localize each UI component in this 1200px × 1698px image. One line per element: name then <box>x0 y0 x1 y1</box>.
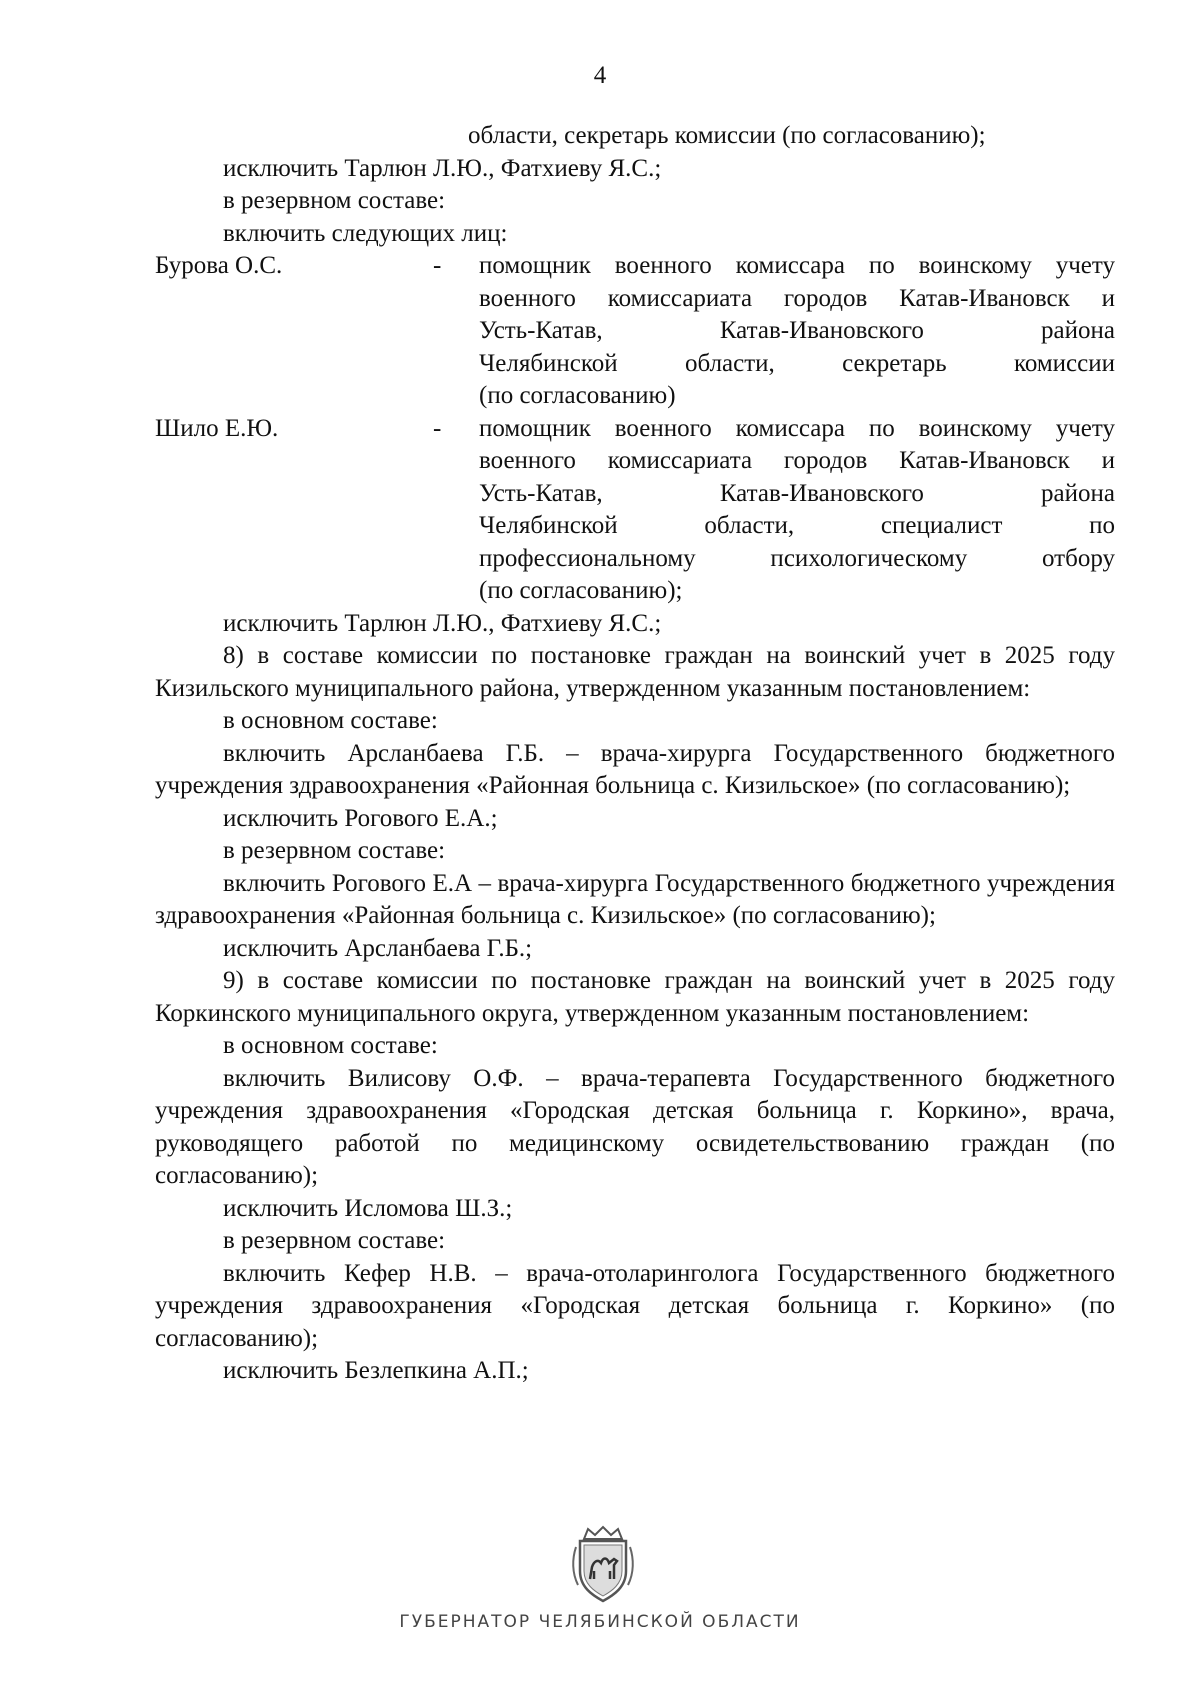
page-number: 4 <box>593 62 607 89</box>
description-line: Челябинской области, специалист по <box>479 512 1115 539</box>
person-description <box>479 413 1115 608</box>
paragraph: 9) в составе комиссии по постановке граждан на воинский учет в 2025 году Коркинского муниципального округа, утвержденном указанным постановлением: <box>155 967 1115 1027</box>
description-line: Усть-Катав, Катав-Ивановского района <box>479 317 1115 344</box>
paragraph: в основном составе: <box>223 707 438 734</box>
person-list <box>155 250 1115 608</box>
description-line: профессиональному психологическому отбору <box>479 544 1115 572</box>
paragraph: исключить Арсланбаева Г.Б.; <box>223 934 533 962</box>
document-body <box>155 120 1115 1388</box>
paragraph: исключить Исломова Ш.З.; <box>223 1194 513 1222</box>
intro-line-2: в резервном составе: <box>223 187 446 214</box>
paragraph: включить Арсланбаева Г.Б. – врача-хирурга Государственного бюджетного учреждения здравоохранения «Районная больница с. Кизильское» (по согласованию); <box>155 739 1115 799</box>
footer-title: ГУБЕРНАТОР ЧЕЛЯБИНСКОЙ ОБЛАСТИ <box>399 1612 801 1632</box>
description-line: Челябинской области, секретарь комиссии <box>479 349 1115 377</box>
description-line: помощник военного комиссара по воинскому учету <box>479 252 1115 279</box>
paragraph: 8) в составе комиссии по постановке граждан на воинский учет в 2025 году Кизильского муниципального района, утвержденном указанным постановлением: <box>155 642 1115 702</box>
description-line: (по согласованию); <box>479 577 683 604</box>
paragraph: в резервном составе: <box>223 1227 446 1254</box>
paragraph: исключить Безлепкина А.П.; <box>223 1357 529 1384</box>
person-entry-burova <box>155 250 1115 413</box>
person-dash: - <box>433 252 442 279</box>
intro-line-3: включить следующих лиц: <box>223 219 508 247</box>
person-entry-shilo <box>155 413 1115 608</box>
paragraph: включить Кефер Н.В. – врача-отоларинголога Государственного бюджетного учреждения здравоохранения «Городская детская больница г. Коркино» (по согласованию); <box>155 1259 1115 1352</box>
paragraph: включить Рогового Е.А – врача-хирурга Государственного бюджетного учреждения здравоохранения «Районная больница с. Кизильское» (по согласованию); <box>155 869 1115 929</box>
paragraph: в основном составе: <box>223 1032 438 1059</box>
paragraph: исключить Рогового Е.А.; <box>223 804 498 832</box>
description-line: (по согласованию) <box>479 382 676 409</box>
person-name: Шило Е.Ю. <box>155 414 279 442</box>
description-line: военного комиссариата городов Катав-Ивановск и <box>479 284 1115 312</box>
description-line: военного комиссариата городов Катав-Ивановск и <box>479 447 1115 474</box>
description-line: помощник военного комиссара по воинскому учету <box>479 414 1115 442</box>
description-line: Усть-Катав, Катав-Ивановского района <box>479 479 1115 507</box>
person-description <box>479 250 1115 413</box>
person-dash: - <box>433 414 442 442</box>
continuation-line: области, секретарь комиссии (по согласованию); <box>468 122 986 149</box>
paragraph: исключить Тарлюн Л.Ю., Фатхиеву Я.С.; <box>223 609 662 637</box>
intro-line-1: исключить Тарлюн Л.Ю., Фатхиеву Я.С.; <box>223 154 662 182</box>
person-name: Бурова О.С. <box>155 252 283 279</box>
paragraph: в резервном составе: <box>223 837 446 864</box>
coat-of-arms-icon <box>570 1525 636 1603</box>
paragraph: включить Вилисову О.Ф. – врача-терапевта Государственного бюджетного учреждения здравоохранения «Городская детская больница г. Коркино», врача, руководящего работой по медицинскому освидетельствованию граждан (по согласованию); <box>155 1064 1115 1189</box>
